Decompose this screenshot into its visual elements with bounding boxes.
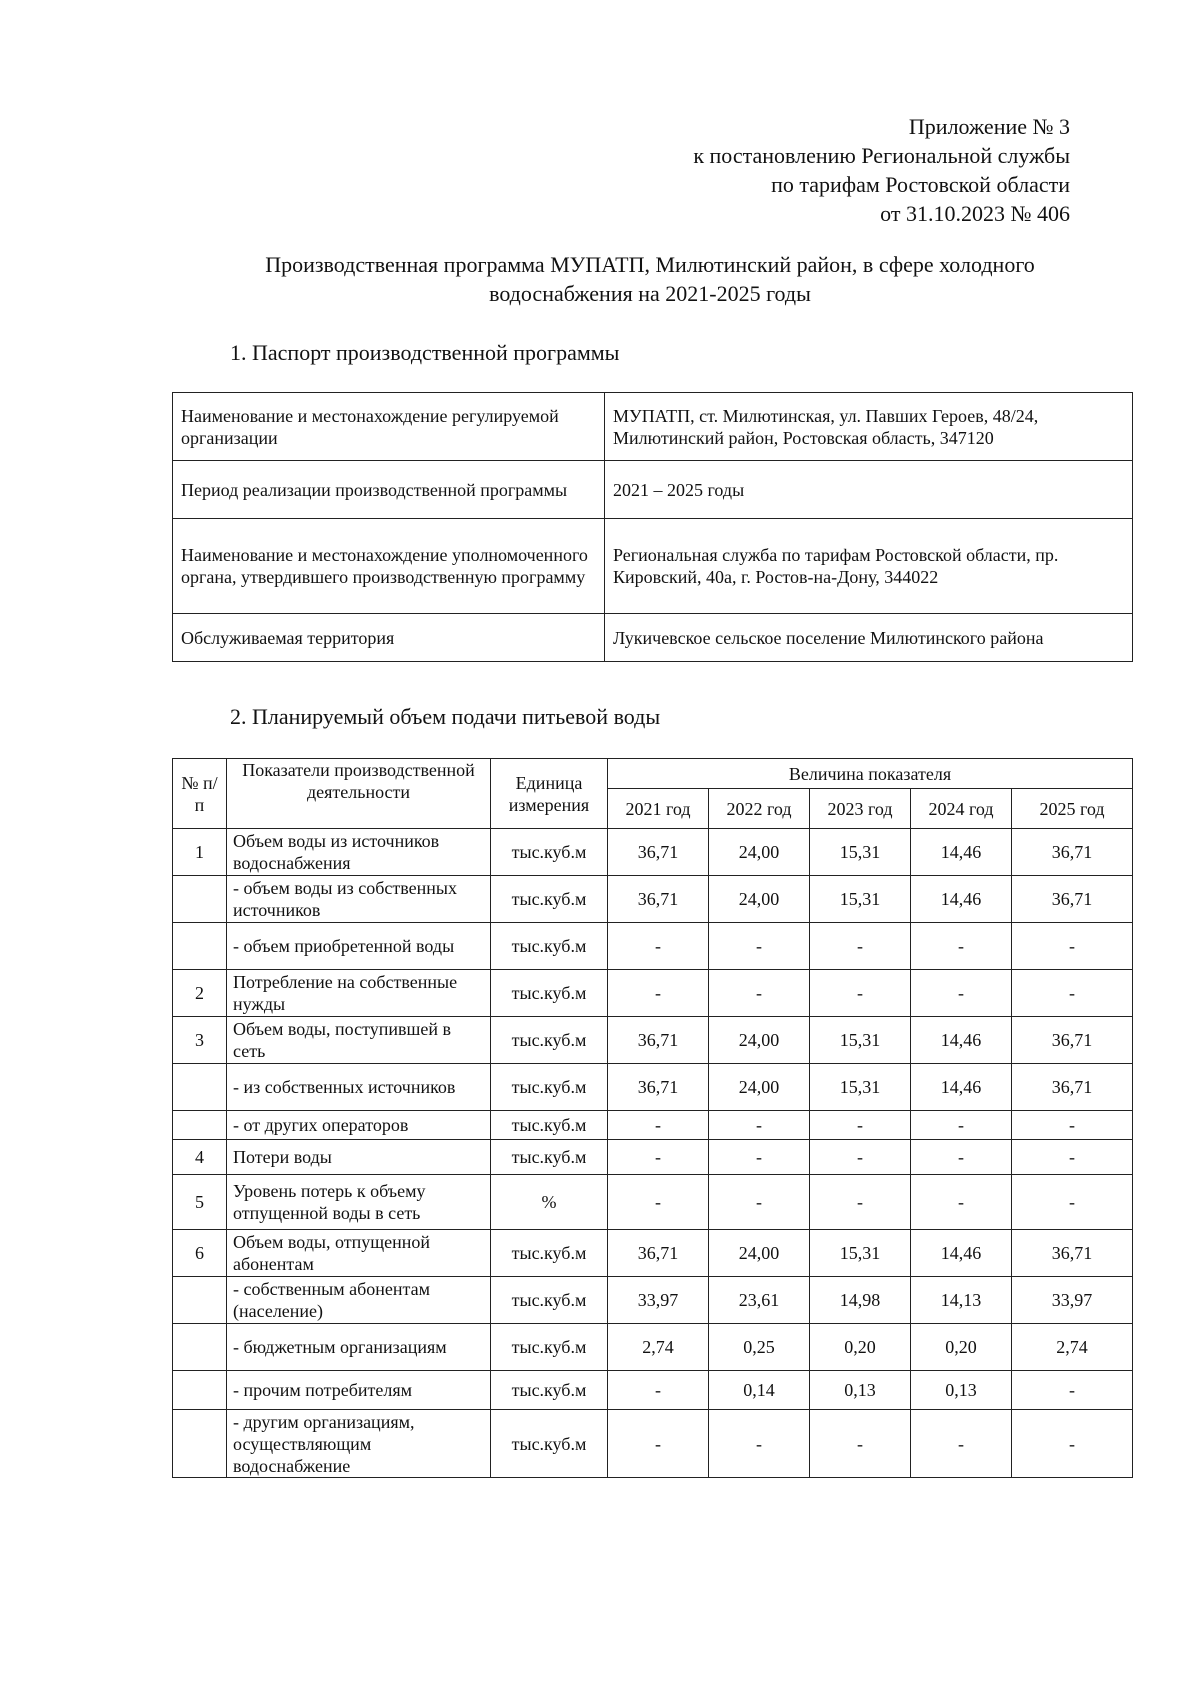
row-value: - bbox=[1012, 1410, 1133, 1478]
header-year: 2024 год bbox=[911, 789, 1012, 829]
row-value: 36,71 bbox=[1012, 876, 1133, 923]
row-value: - bbox=[1012, 970, 1133, 1017]
row-value: 36,71 bbox=[608, 829, 709, 876]
header-year: 2023 год bbox=[810, 789, 911, 829]
row-value: 24,00 bbox=[709, 1064, 810, 1111]
row-indicator: - объем воды из собственных источников bbox=[227, 876, 491, 923]
row-value: 14,46 bbox=[911, 1230, 1012, 1277]
row-value: 15,31 bbox=[810, 1064, 911, 1111]
table-row bbox=[173, 1140, 1133, 1175]
header-indicator: Показатели производственной деятельности bbox=[227, 759, 491, 829]
row-indicator: Уровень потерь к объему отпущенной воды в сеть bbox=[227, 1175, 491, 1230]
row-value: 36,71 bbox=[608, 1064, 709, 1111]
row-value: - bbox=[608, 1410, 709, 1478]
row-unit: тыс.куб.м bbox=[491, 1111, 608, 1140]
row-value: - bbox=[709, 1111, 810, 1140]
row-num: 4 bbox=[173, 1140, 227, 1175]
row-value: 24,00 bbox=[709, 1017, 810, 1064]
row-value: 36,71 bbox=[1012, 1017, 1133, 1064]
row-num bbox=[173, 1277, 227, 1324]
title-line: Производственная программа МУПАТП, Милютинский район, в сфере холодного bbox=[265, 252, 1035, 277]
row-value: - bbox=[1012, 1371, 1133, 1410]
row-value: 33,97 bbox=[1012, 1277, 1133, 1324]
row-value: 14,46 bbox=[911, 876, 1012, 923]
row-value: 2,74 bbox=[1012, 1324, 1133, 1371]
row-indicator: - из собственных источников bbox=[227, 1064, 491, 1111]
appendix-line: от 31.10.2023 № 406 bbox=[880, 201, 1070, 226]
row-value: 14,13 bbox=[911, 1277, 1012, 1324]
row-num bbox=[173, 1410, 227, 1478]
title-line: водоснабжения на 2021-2025 годы bbox=[489, 281, 811, 306]
passport-row bbox=[173, 614, 1133, 662]
passport-label: Наименование и местонахождение уполномоченного органа, утвердившего производственную программу bbox=[173, 519, 605, 614]
header-year: 2021 год bbox=[608, 789, 709, 829]
row-unit: тыс.куб.м bbox=[491, 1410, 608, 1478]
section-1-heading: 1. Паспорт производственной программы bbox=[230, 340, 620, 365]
appendix-line: по тарифам Ростовской области bbox=[771, 172, 1070, 197]
water-volume-table bbox=[172, 758, 1133, 1478]
row-value: 15,31 bbox=[810, 876, 911, 923]
row-value: 23,61 bbox=[709, 1277, 810, 1324]
table-header-row bbox=[173, 759, 1133, 789]
row-value: 0,13 bbox=[810, 1371, 911, 1410]
row-value: - bbox=[810, 1410, 911, 1478]
row-value: 36,71 bbox=[608, 876, 709, 923]
row-value: - bbox=[1012, 1111, 1133, 1140]
table-row bbox=[173, 1064, 1133, 1111]
row-indicator: - прочим потребителям bbox=[227, 1371, 491, 1410]
passport-value: 2021 – 2025 годы bbox=[605, 461, 1133, 519]
row-unit: тыс.куб.м bbox=[491, 1277, 608, 1324]
header-num: № п/п bbox=[173, 759, 227, 829]
row-value: 24,00 bbox=[709, 1230, 810, 1277]
row-value: - bbox=[608, 1371, 709, 1410]
row-value: - bbox=[608, 923, 709, 970]
row-unit: тыс.куб.м bbox=[491, 829, 608, 876]
row-value: - bbox=[608, 1175, 709, 1230]
row-unit: тыс.куб.м bbox=[491, 970, 608, 1017]
row-indicator: - объем приобретенной воды bbox=[227, 923, 491, 970]
row-value: - bbox=[810, 1140, 911, 1175]
row-indicator: - от других операторов bbox=[227, 1111, 491, 1140]
row-num: 2 bbox=[173, 970, 227, 1017]
passport-label: Обслуживаемая территория bbox=[173, 614, 605, 662]
row-value: 14,46 bbox=[911, 1064, 1012, 1111]
row-indicator: Потери воды bbox=[227, 1140, 491, 1175]
row-value: 0,20 bbox=[911, 1324, 1012, 1371]
row-unit: тыс.куб.м bbox=[491, 1140, 608, 1175]
row-unit: тыс.куб.м bbox=[491, 876, 608, 923]
row-indicator: - собственным абонентам (население) bbox=[227, 1277, 491, 1324]
row-value: - bbox=[911, 1111, 1012, 1140]
table-row bbox=[173, 1017, 1133, 1064]
table-row bbox=[173, 1175, 1133, 1230]
passport-row bbox=[173, 519, 1133, 614]
row-value: - bbox=[709, 923, 810, 970]
passport-row bbox=[173, 393, 1133, 461]
passport-table bbox=[172, 392, 1133, 662]
passport-row bbox=[173, 461, 1133, 519]
row-value: - bbox=[608, 970, 709, 1017]
table-row bbox=[173, 1410, 1133, 1478]
row-unit: тыс.куб.м bbox=[491, 1371, 608, 1410]
header-unit: Единица измерения bbox=[491, 759, 608, 829]
row-value: - bbox=[608, 1140, 709, 1175]
table-row bbox=[173, 1324, 1133, 1371]
row-value: - bbox=[911, 970, 1012, 1017]
row-num: 1 bbox=[173, 829, 227, 876]
header-year: 2022 год bbox=[709, 789, 810, 829]
row-num bbox=[173, 923, 227, 970]
row-value: - bbox=[810, 970, 911, 1017]
row-num bbox=[173, 1111, 227, 1140]
row-value: - bbox=[911, 1410, 1012, 1478]
row-value: 14,46 bbox=[911, 829, 1012, 876]
row-value: 36,71 bbox=[1012, 829, 1133, 876]
row-value: 0,13 bbox=[911, 1371, 1012, 1410]
row-indicator: - другим организациям, осуществляющим водоснабжение bbox=[227, 1410, 491, 1478]
row-value: - bbox=[911, 1175, 1012, 1230]
passport-label: Наименование и местонахождение регулируемой организации bbox=[173, 393, 605, 461]
appendix-line: к постановлению Региональной службы bbox=[693, 143, 1070, 168]
row-unit: тыс.куб.м bbox=[491, 1064, 608, 1111]
row-value: 15,31 bbox=[810, 1017, 911, 1064]
row-num bbox=[173, 1324, 227, 1371]
row-num: 3 bbox=[173, 1017, 227, 1064]
table-row bbox=[173, 923, 1133, 970]
passport-value: МУПАТП, ст. Милютинская, ул. Павших Героев, 48/24, Милютинский район, Ростовская область, 347120 bbox=[605, 393, 1133, 461]
row-value: 36,71 bbox=[1012, 1064, 1133, 1111]
row-unit: % bbox=[491, 1175, 608, 1230]
row-num bbox=[173, 876, 227, 923]
row-value: 24,00 bbox=[709, 876, 810, 923]
table-row bbox=[173, 1371, 1133, 1410]
row-value: - bbox=[810, 1111, 911, 1140]
row-unit: тыс.куб.м bbox=[491, 1324, 608, 1371]
row-value: - bbox=[810, 923, 911, 970]
row-value: 33,97 bbox=[608, 1277, 709, 1324]
row-num: 6 bbox=[173, 1230, 227, 1277]
table-row bbox=[173, 876, 1133, 923]
row-indicator: Потребление на собственные нужды bbox=[227, 970, 491, 1017]
row-value: 15,31 bbox=[810, 829, 911, 876]
row-unit: тыс.куб.м bbox=[491, 923, 608, 970]
row-value: - bbox=[709, 1410, 810, 1478]
row-value: 36,71 bbox=[608, 1230, 709, 1277]
row-value: - bbox=[608, 1111, 709, 1140]
header-year: 2025 год bbox=[1012, 789, 1133, 829]
row-unit: тыс.куб.м bbox=[491, 1017, 608, 1064]
table-row bbox=[173, 970, 1133, 1017]
row-value: 15,31 bbox=[810, 1230, 911, 1277]
row-num: 5 bbox=[173, 1175, 227, 1230]
row-indicator: Объем воды, поступившей в сеть bbox=[227, 1017, 491, 1064]
appendix-header bbox=[693, 112, 1070, 228]
row-value: - bbox=[709, 1140, 810, 1175]
table-row bbox=[173, 1111, 1133, 1140]
row-value: - bbox=[709, 970, 810, 1017]
row-indicator: Объем воды из источников водоснабжения bbox=[227, 829, 491, 876]
row-value: - bbox=[1012, 1175, 1133, 1230]
passport-label: Период реализации производственной программы bbox=[173, 461, 605, 519]
row-value: 0,20 bbox=[810, 1324, 911, 1371]
row-num bbox=[173, 1064, 227, 1111]
row-value: 14,46 bbox=[911, 1017, 1012, 1064]
row-unit: тыс.куб.м bbox=[491, 1230, 608, 1277]
table-row bbox=[173, 829, 1133, 876]
row-value: 14,98 bbox=[810, 1277, 911, 1324]
table-row bbox=[173, 1230, 1133, 1277]
row-value: 36,71 bbox=[608, 1017, 709, 1064]
row-value: 0,14 bbox=[709, 1371, 810, 1410]
row-value: - bbox=[1012, 923, 1133, 970]
row-value: - bbox=[1012, 1140, 1133, 1175]
row-value: - bbox=[911, 923, 1012, 970]
row-indicator: - бюджетным организациям bbox=[227, 1324, 491, 1371]
row-value: 2,74 bbox=[608, 1324, 709, 1371]
row-value: 0,25 bbox=[709, 1324, 810, 1371]
row-value: - bbox=[709, 1175, 810, 1230]
header-value-group: Величина показателя bbox=[608, 759, 1133, 789]
appendix-line: Приложение № 3 bbox=[908, 114, 1070, 139]
passport-value: Региональная служба по тарифам Ростовской области, пр. Кировский, 40а, г. Ростов-на-Дону, 344022 bbox=[605, 519, 1133, 614]
passport-value: Лукичевское сельское поселение Милютинского района bbox=[605, 614, 1133, 662]
row-value: - bbox=[911, 1140, 1012, 1175]
row-indicator: Объем воды, отпущенной абонентам bbox=[227, 1230, 491, 1277]
document-title bbox=[170, 250, 1130, 308]
table-row bbox=[173, 1277, 1133, 1324]
row-num bbox=[173, 1371, 227, 1410]
row-value: 24,00 bbox=[709, 829, 810, 876]
row-value: - bbox=[810, 1175, 911, 1230]
section-2-heading: 2. Планируемый объем подачи питьевой воды bbox=[230, 704, 661, 729]
row-value: 36,71 bbox=[1012, 1230, 1133, 1277]
